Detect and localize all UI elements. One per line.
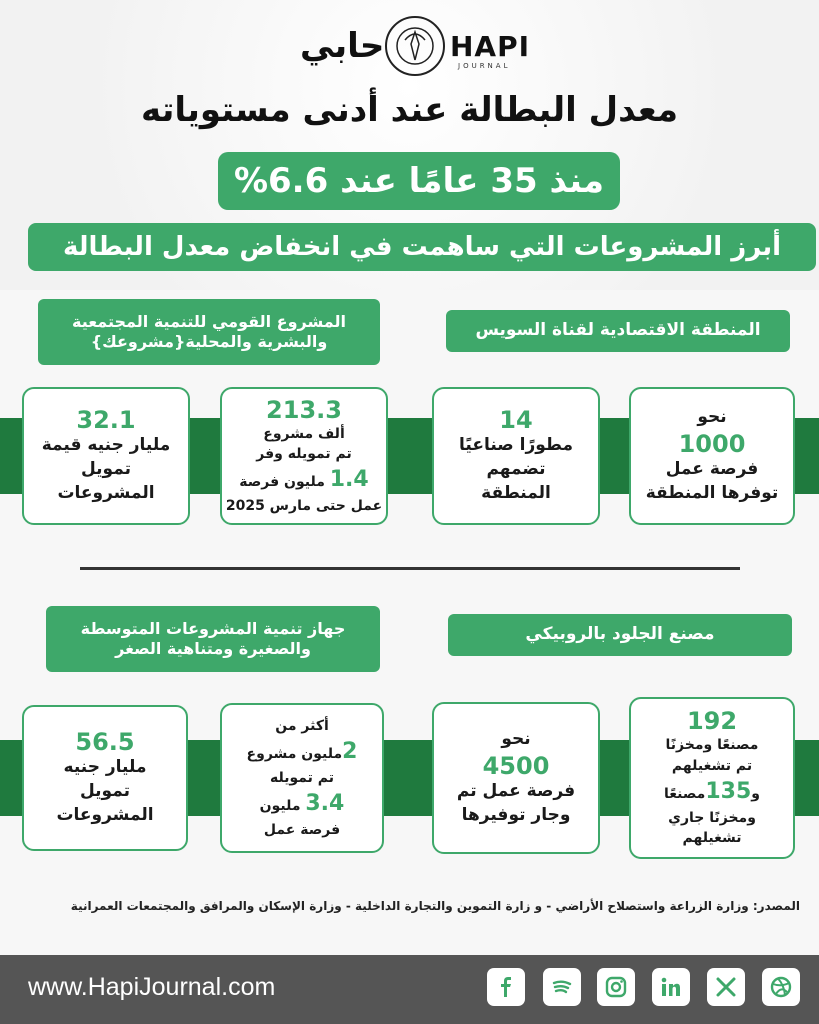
card-robbiki-factories xyxy=(629,697,795,859)
card-robbiki-factories-line1: مصنعًا ومخزنًا xyxy=(665,737,759,754)
logo-english: HAPI xyxy=(450,30,531,63)
card-robbiki-jobs xyxy=(432,702,600,854)
linkedin-icon[interactable] xyxy=(652,968,690,1006)
card-suez-jobs-prefix: نحو xyxy=(697,407,727,428)
card-msmeda-projects-number2: 3.4 xyxy=(305,791,345,817)
card-suez-jobs-line2: توفرها المنطقة xyxy=(645,482,779,503)
card-msmeda-projects-line3-text: مليون xyxy=(259,798,306,815)
logo xyxy=(300,14,531,78)
card-mashroak-funding-line1: مليار جنيه قيمة xyxy=(41,435,171,456)
robbiki-heading-text: مصنع الجلود بالروبيكي xyxy=(525,624,715,645)
card-msmeda-projects xyxy=(220,703,384,853)
card-suez-jobs-number: 1000 xyxy=(678,430,746,459)
logo-subtitle: JOURNAL xyxy=(458,62,511,70)
msmeda-heading-line2: والصغيرة ومتناهية الصغر xyxy=(115,639,311,658)
robbiki-heading xyxy=(448,614,792,656)
card-msmeda-projects-line1 xyxy=(247,736,358,768)
spotify-icon[interactable] xyxy=(543,968,581,1006)
card-mashroak-projects-number2: 1.4 xyxy=(329,467,369,493)
card-suez-developers-line2: تضمهم xyxy=(486,459,546,480)
card-msmeda-projects-line0: أكثر من xyxy=(275,717,329,734)
card-robbiki-jobs-prefix: نحو xyxy=(501,729,531,750)
card-mashroak-projects-line3 xyxy=(239,464,368,496)
footer xyxy=(0,955,819,1024)
seal-icon xyxy=(385,16,445,76)
card-robbiki-factories-line3a: و xyxy=(751,786,760,803)
card-mashroak-projects-line3-text: مليون فرصة xyxy=(239,474,330,491)
page-title: معدل البطالة عند أدنى مستوياته xyxy=(140,90,679,130)
x-icon[interactable] xyxy=(707,968,745,1006)
card-msmeda-funding-number: 56.5 xyxy=(75,728,135,757)
msmeda-heading-line1: جهاز تنمية المشروعات المتوسطة xyxy=(80,619,346,638)
card-mashroak-projects-line1: ألف مشروع xyxy=(263,425,345,442)
card-suez-developers xyxy=(432,387,600,525)
card-msmeda-funding-line3: المشروعات xyxy=(56,804,154,825)
suez-zone-heading-text: المنطقة الاقتصادية لقناة السويس xyxy=(475,320,761,341)
card-mashroak-funding-line2: تمويل xyxy=(81,459,131,480)
mashroak-heading-line1: المشروع القومي للتنمية المجتمعية xyxy=(72,312,347,331)
card-mashroak-projects xyxy=(220,387,388,525)
card-suez-jobs xyxy=(629,387,795,525)
dribbble-icon[interactable] xyxy=(762,968,800,1006)
card-msmeda-funding xyxy=(22,705,188,851)
card-robbiki-factories-number2: 135 xyxy=(705,779,752,805)
card-robbiki-factories-line3 xyxy=(664,776,760,808)
card-robbiki-jobs-line1: فرصة عمل تم xyxy=(456,781,576,802)
card-robbiki-jobs-line2: وجار توفيرها xyxy=(461,804,571,825)
card-msmeda-projects-line4: فرصة عمل xyxy=(263,822,341,839)
card-msmeda-projects-line1-text: مليون مشروع xyxy=(246,745,343,762)
card-mashroak-projects-line4: عمل حتى مارس 2025 xyxy=(225,498,383,515)
card-robbiki-factories-line4: ومخزنًا جاري xyxy=(668,809,756,826)
card-suez-developers-line1: مطورًا صناعيًا xyxy=(459,435,573,456)
logo-arabic: حابي xyxy=(300,26,385,66)
section-title: أبرز المشروعات التي ساهمت في انخفاض معدل البطالة xyxy=(28,223,816,271)
suez-zone-heading xyxy=(446,310,790,352)
card-robbiki-factories-number: 192 xyxy=(686,707,738,736)
card-suez-developers-line3: المنطقة xyxy=(481,482,551,503)
website-link[interactable]: www.HapiJournal.com xyxy=(28,973,276,1001)
card-mashroak-funding-number: 32.1 xyxy=(76,406,136,435)
section-divider xyxy=(80,567,740,570)
card-msmeda-projects-line3 xyxy=(260,788,345,820)
card-mashroak-projects-line2: تم تمويله وفر xyxy=(256,445,352,462)
card-msmeda-projects-number: 2 xyxy=(342,738,358,764)
card-robbiki-factories-line2: تم تشغيلهم xyxy=(671,757,753,774)
mashroak-heading-line2: والبشرية والمحلية{مشروعك} xyxy=(90,332,328,351)
card-robbiki-jobs-number: 4500 xyxy=(482,752,550,781)
card-robbiki-factories-line5: تشغيلهم xyxy=(682,830,742,847)
card-msmeda-funding-line1: مليار جنيه xyxy=(63,757,147,778)
card-suez-jobs-line1: فرصة عمل xyxy=(665,459,759,480)
mashroak-heading xyxy=(38,299,380,365)
page-subtitle: منذ 35 عامًا عند 6.6% xyxy=(218,152,620,210)
card-robbiki-factories-line3b: مصنعًا xyxy=(664,786,706,803)
source-note: المصدر: وزارة الزراعة واستصلاح الأراضي - و زارة التموين والتجارة الداخلية - وزارة الإسكان والمرافق والمجتمعات العمرانية xyxy=(70,899,800,913)
card-mashroak-funding-line3: المشروعات xyxy=(57,482,155,503)
msmeda-heading xyxy=(46,606,380,672)
card-msmeda-funding-line2: تمويل xyxy=(80,781,130,802)
instagram-icon[interactable] xyxy=(597,968,635,1006)
card-mashroak-funding xyxy=(22,387,190,525)
facebook-icon[interactable] xyxy=(487,968,525,1006)
card-suez-developers-number: 14 xyxy=(499,406,533,435)
card-mashroak-projects-number: 213.3 xyxy=(266,395,342,424)
card-msmeda-projects-line2: تم تمويله xyxy=(270,769,334,786)
